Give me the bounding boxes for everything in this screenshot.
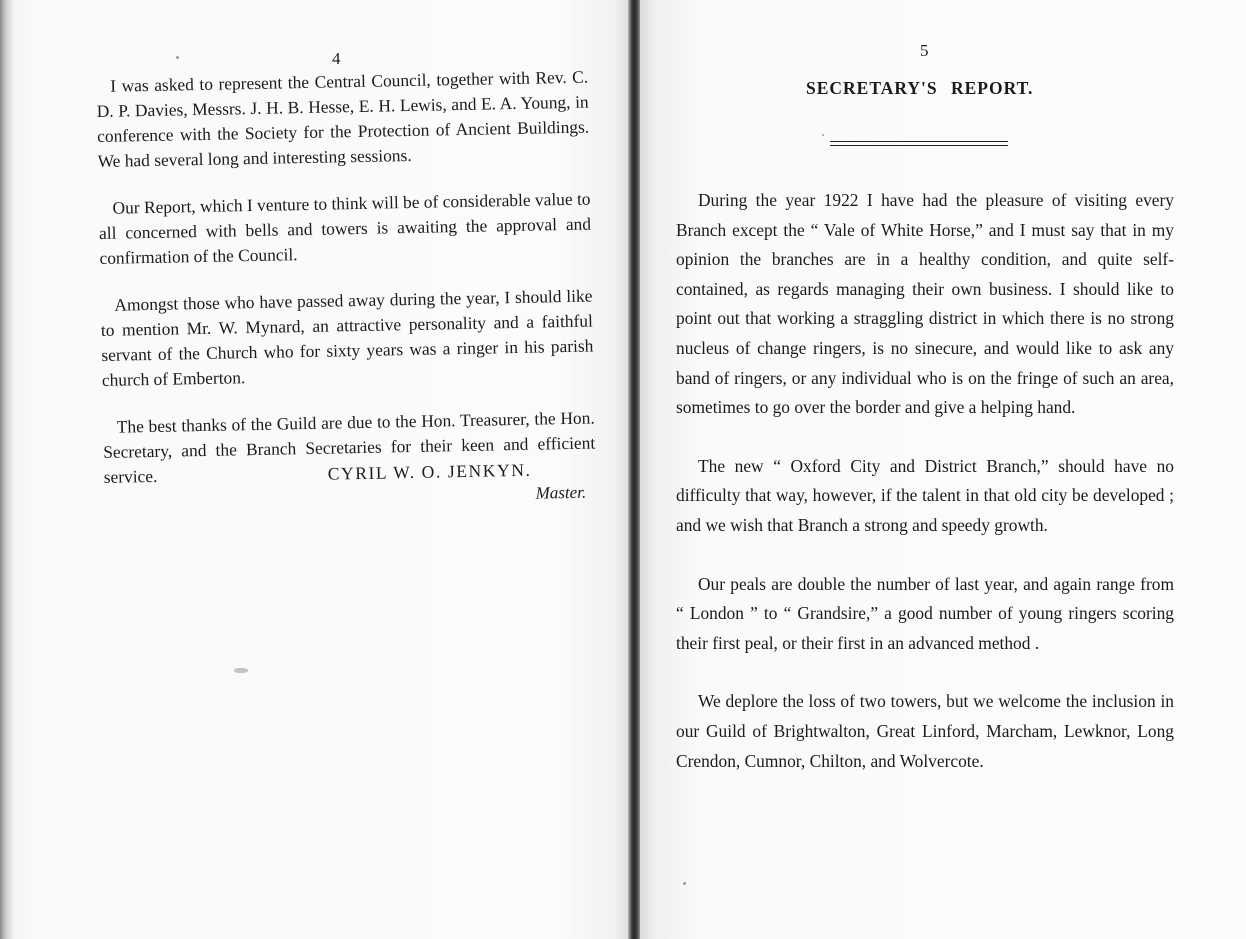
paper-speck [822,134,824,136]
paper-speck [176,56,179,59]
paper-speck [683,882,686,885]
paragraph: During the year 1922 I have had the pleasure of visiting every Branch except the “ Vale of White Horse,” and I must say that in my opinion the branches are in a healthy condition, and quite self-contained, as regards managing their own business. I should like to point out that working a straggling district in which there is no strong nucleus of change ringers, is no sinecure, and would like to ask any band of ringers, or any individual who is on the fringe of such an area, sometimes to go over the border and give a helping hand. [676,190,1174,418]
signature-title: Master. [535,482,587,503]
left-page-body [96,65,596,512]
page-number-right: 5 [920,41,929,60]
paragraph: Our peals are double the number of last year, and again range from “ London ” to “ Grandsire,” a good number of young ringers scoring their first peal, or their first in an advanced method . [676,573,1174,653]
signature-block [325,457,586,510]
paragraph: We deplore the loss of two towers, but we welcome the inclusion in our Guild of Brightwalton, Great Linford, Marcham, Lewknor, Long Crendon, Cumnor, Chilton, and Wolvercote. [676,691,1174,771]
paragraph: Our Report, which I venture to think will be of considerable value to all concerned with bells and towers is awaiting the approval and confirmation of the Council. [98,188,592,268]
page-edge-shadow [0,0,14,939]
paragraph: The best thanks of the Guild are due to the Hon. Treasurer, the Hon. Secretary, and the Branch Secretaries for their keen and efficient service. [103,407,596,487]
report-title: SECRETARY'S REPORT. [806,78,1034,98]
paper-speck [234,668,248,673]
right-page [640,0,1246,939]
paragraph: Amongst those who have passed away during the year, I should like to mention Mr. W. Mynard, an attractive personality and a faithful servant of the Church who for sixty years was a ringer in his parish church of Emberton. [100,285,594,390]
title-double-rule [830,141,1008,146]
right-page-body [676,186,1174,805]
signature-name: CYRIL W. O. JENKYN. [327,459,532,484]
paragraph: The new “ Oxford City and District Branch,” should have no difficulty that way, however, if the talent in that old city be developed ; and we wish that Branch a strong and speedy growth. [676,455,1174,535]
page-number-left: 4 [332,49,341,68]
paragraph: I was asked to represent the Central Council, together with Rev. C. D. P. Davies, Messrs. J. H. B. Hesse, E. H. Lewis, and E. A. Young, in conference with the Society for the Protection of Ancient Buildings. We had several long and interesting sessions. [96,66,590,171]
